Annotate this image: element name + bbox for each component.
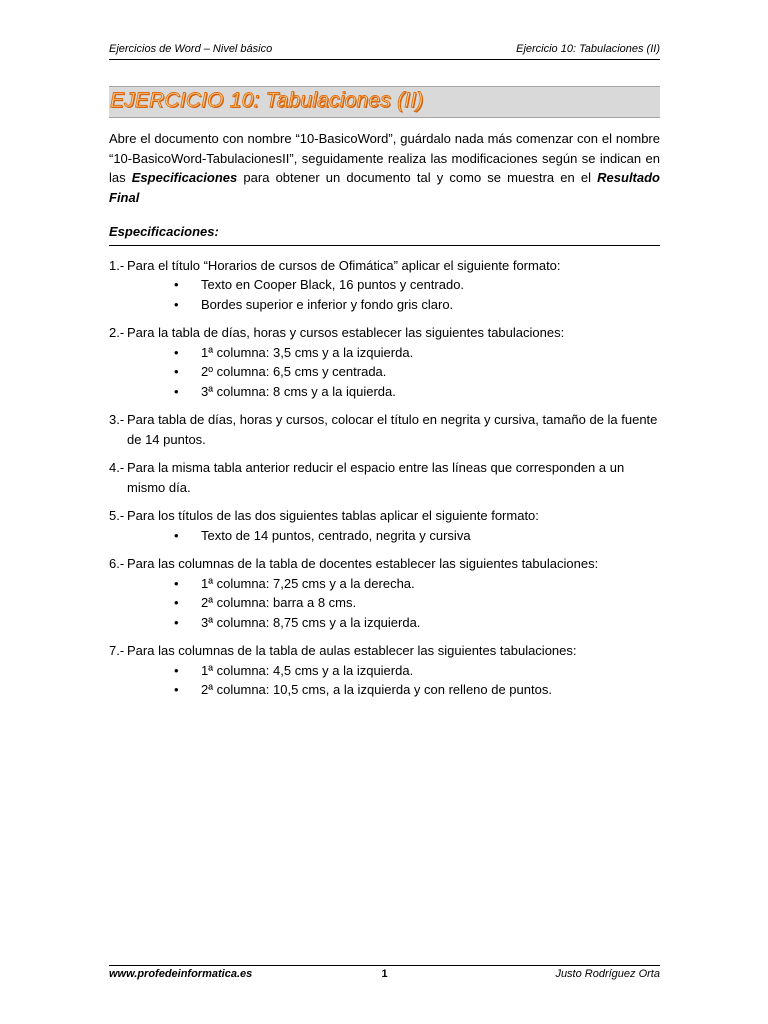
spec-item-text: Para tabla de días, horas y cursos, colocar el título en negrita y cursiva, tamaño de la fuente de 14 puntos. [127,412,658,447]
spec-item-text: Para las columnas de la tabla de aulas establecer las siguientes tabulaciones: [127,643,577,658]
exercise-title: EJERCICIO 10: Tabulaciones (II) [110,89,424,112]
exercise-title-box [109,86,660,118]
spec-item-text: Para los títulos de las dos siguientes tablas aplicar el siguiente formato: [127,508,539,523]
spec-item [109,323,660,401]
specifications-list [109,256,660,700]
spec-item-number: 1.- [109,257,125,273]
spec-item-number: 5.- [109,508,125,523]
spec-item [109,641,660,700]
spec-item-row [109,458,660,497]
spec-item-text: Para las columnas de la tabla de docentes establecer las siguientes tabulaciones: [127,556,599,571]
spec-item [109,458,660,497]
bullet-dot-icon: • [174,595,179,610]
intro-text-1: Abre el documento con nombre “10-BasicoWord”, guárdalo nada más comenzar con el nombre “10-BasicoWord-TabulacionesII”, seguidamente realiza las modificaciones según se indican en las [109,131,660,185]
page-number: 1 [381,968,388,980]
spec-item-number: 6.- [109,556,125,571]
spec-bullet [174,295,660,315]
bullet-dot-icon: • [174,383,179,399]
intro-paragraph [109,129,660,207]
spec-item-row [109,323,660,343]
bullet-dot-icon: • [174,682,179,697]
spec-bullet-text: 2º columna: 6,5 cms y centrada. [201,364,387,379]
header-right-text: Ejercicio 10: Tabulaciones (II) [516,43,660,55]
spec-bullet-text: 3ª columna: 8,75 cms y a la izquierda. [201,614,421,630]
spec-item-text: Para la tabla de días, horas y cursos establecer las siguientes tabulaciones: [127,325,565,340]
spec-bullet [174,593,660,613]
header-left-text: Ejercicios de Word – Nivel básico [109,43,273,55]
spec-bullet [174,574,660,594]
spec-item-number: 4.- [109,460,125,475]
spec-bullet [174,613,660,633]
bullet-dot-icon: • [174,575,179,591]
spec-item-row [109,506,660,526]
footer-website: www.profedeinformatica.es [109,968,253,980]
spec-bullet [174,343,660,363]
spec-bullet-text: 1ª columna: 7,25 cms y a la derecha. [201,575,415,591]
spec-bullet [174,680,660,700]
intro-emphasis-final-result: Resultado Final [109,170,660,205]
spec-bullet-text: 1ª columna: 4,5 cms y a la izquierda. [201,662,414,678]
bullet-dot-icon: • [174,344,179,360]
spec-bullet [174,362,660,382]
spec-item-number: 7.- [109,643,125,658]
spec-bullet-text: 1ª columna: 3,5 cms y a la izquierda. [201,344,414,360]
intro-text-2: para obtener un documento tal y como se muestra en el [237,170,598,185]
intro-emphasis-specifications: Especificaciones [131,170,238,185]
bullet-dot-icon: • [174,614,179,630]
spec-item [109,506,660,545]
spec-bullet [174,382,660,402]
page-footer [109,965,660,983]
spec-bullet [174,275,660,295]
spec-item [109,410,660,449]
specifications-heading: Especificaciones: [109,222,660,246]
bullet-dot-icon: • [174,296,179,312]
spec-item-number: 3.- [109,412,125,427]
spec-item-row [109,641,660,661]
bullet-dot-icon: • [174,527,179,543]
spec-item [109,256,660,315]
spec-bullet-text: 2ª columna: 10,5 cms, a la izquierda y con relleno de puntos. [201,682,552,697]
page-header [109,42,660,60]
spec-item-row [109,410,660,449]
spec-item-row [109,256,660,276]
spec-item [109,554,660,632]
spec-bullet-text: Bordes superior e inferior y fondo gris claro. [201,296,454,312]
spec-bullet [174,661,660,681]
document-body [109,129,660,709]
spec-item-row [109,554,660,574]
spec-item-text: Para la misma tabla anterior reducir el espacio entre las líneas que corresponden a un mismo día. [127,460,625,495]
spec-item-number: 2.- [109,325,125,340]
spec-bullet [174,526,660,546]
spec-bullet-text: Texto de 14 puntos, centrado, negrita y cursiva [201,527,471,543]
bullet-dot-icon: • [174,364,179,379]
spec-item-text: Para el título “Horarios de cursos de Ofimática” aplicar el siguiente formato: [127,257,561,273]
spec-bullet-text: 2ª columna: barra a 8 cms. [201,595,357,610]
footer-author: Justo Rodríguez Orta [555,968,660,980]
bullet-dot-icon: • [174,662,179,678]
bullet-dot-icon: • [174,277,179,292]
spec-bullet-text: 3ª columna: 8 cms y a la iquierda. [201,383,396,399]
spec-bullet-text: Texto en Cooper Black, 16 puntos y centrado. [201,277,465,292]
